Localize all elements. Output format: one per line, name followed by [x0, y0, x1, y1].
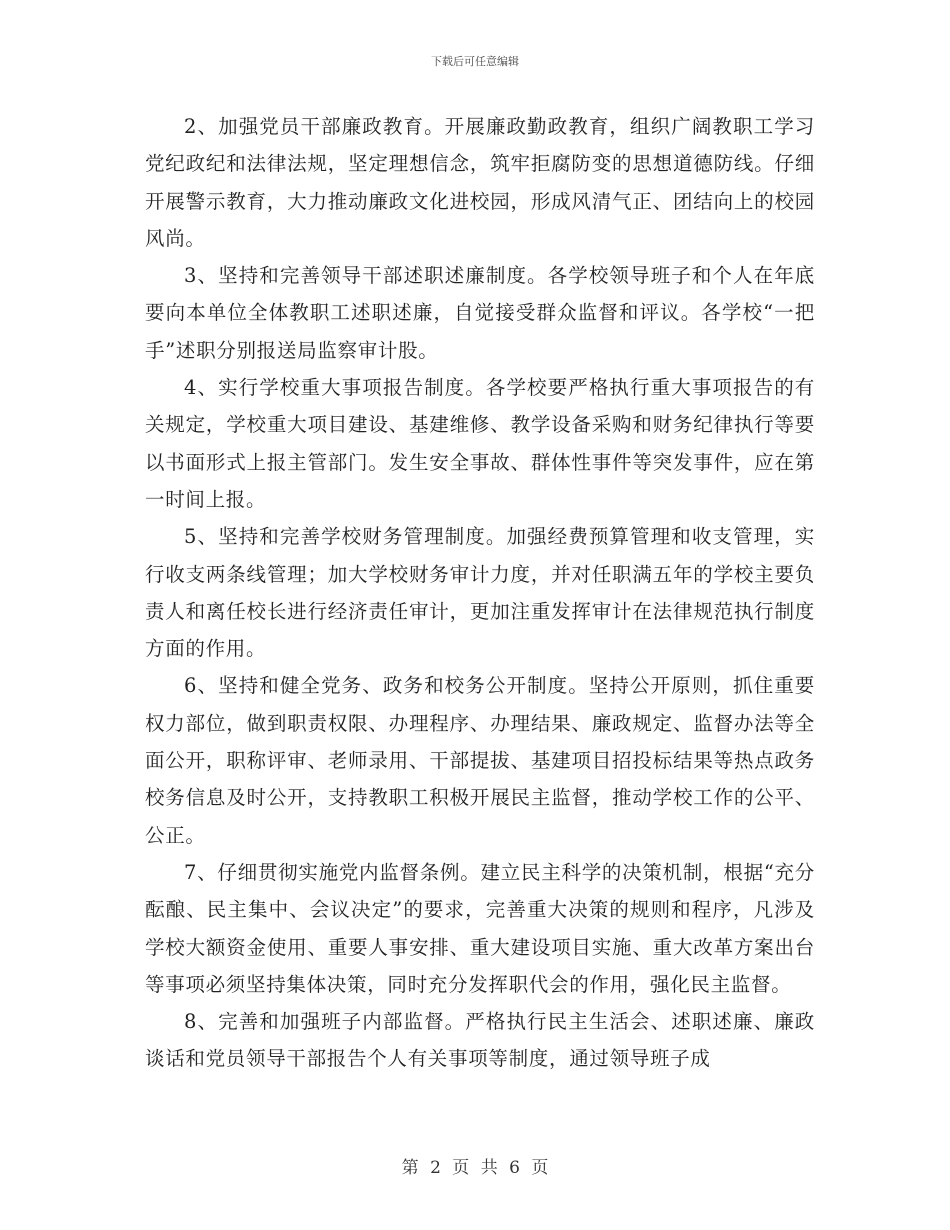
paragraph-8: 8、完善和加强班子内部监督。严格执行民主生活会、述职述廉、廉政谈话和党员领导干部报告个人有关事项等制度，通过领导班子成 — [145, 1010, 815, 1071]
paragraph-4: 4、实行学校重大事项报告制度。各学校要严格执行重大事项报告的有关规定，学校重大项目建设、基建维修、教学设备采购和财务纪律执行等要以书面形式上报主管部门。发生安全事故、群体性事件等突发事件，应在第一时间上报。 — [145, 376, 815, 511]
paragraph-7: 7、仔细贯彻实施党内监督条例。建立民主科学的决策机制，根据“充分酝酿、民主集中、会议决定”的要求，完善重大决策的规则和程序，凡涉及学校大额资金使用、重要人事安排、重大建设项目实施、重大改革方案出台等事项必须坚持集体决策，同时充分发挥职代会的作用，强化民主监督。 — [145, 860, 815, 996]
page-header: 下载后可任意编辑 — [431, 55, 519, 68]
paragraph-5: 5、坚持和完善学校财务管理制度。加强经费预算管理和收支管理，实行收支两条线管理；加大学校财务审计力度，并对任职满五年的学校主要负责人和离任校长进行经济责任审计，更加注重发挥审计在法律规范执行制度方面的作用。 — [145, 525, 815, 661]
paragraph-3: 3、坚持和完善领导干部述职述廉制度。各学校领导班子和个人在年底要向本单位全体教职工述职述廉，自觉接受群众监督和评议。各学校“一把手”述职分别报送局监察审计股。 — [145, 264, 815, 362]
document-body — [145, 108, 815, 1078]
paragraph-2: 2、加强党员干部廉政教育。开展廉政勤政教育，组织广阔教职工学习党纪政纪和法律法规，坚定理想信念，筑牢拒腐防变的思想道德防线。仔细开展警示教育，大力推动廉政文化进校园，形成风清气正、团结向上的校园风尚。 — [145, 115, 815, 250]
paragraph-6: 6、坚持和健全党务、政务和校务公开制度。坚持公开原则，抓住重要权力部位，做到职责权限、办理程序、办理结果、廉政规定、监督办法等全面公开，职称评审、老师录用、干部提拔、基建项目招投标结果等热点政务校务信息及时公开，支持教职工积极开展民主监督，推动学校工作的公平、公正。 — [145, 674, 815, 847]
page-number-footer: 第 2 页 共 6 页 — [401, 1158, 549, 1178]
